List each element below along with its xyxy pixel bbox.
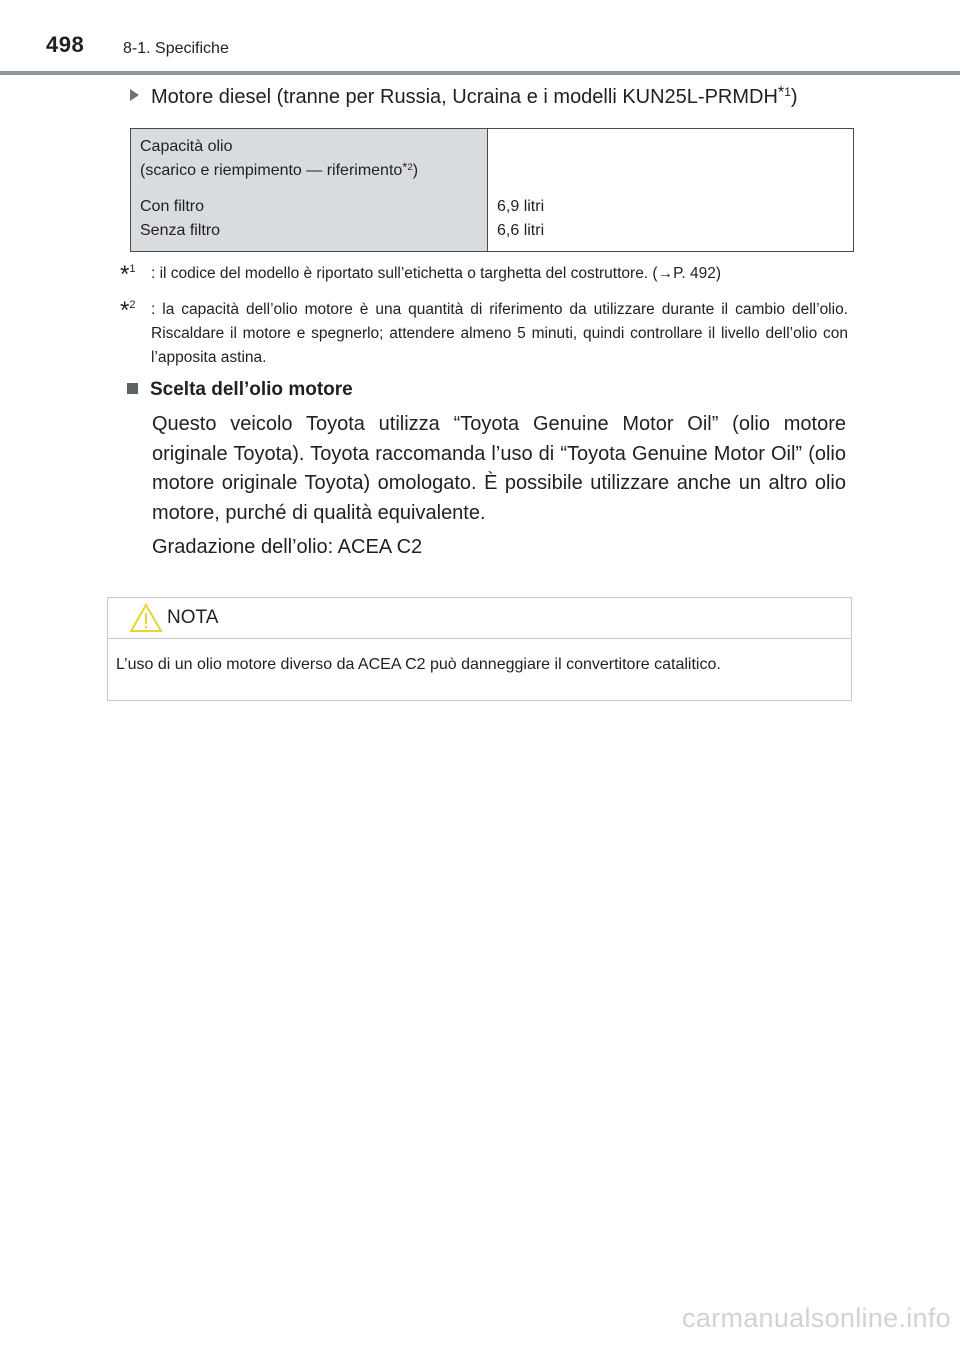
notice-text: L’uso di un olio motore diverso da ACEA C2 può danneggiare il convertitore catalitico. (116, 656, 721, 673)
footnote-ref-number: 1 (784, 85, 791, 100)
footnote-1 (120, 262, 848, 286)
warning-triangle-icon (129, 603, 163, 633)
section-heading-text: Scelta dell’olio motore (150, 379, 353, 400)
footnote-mark (120, 298, 135, 323)
table-title-close: ) (412, 162, 419, 179)
footnote-ref-star: * (777, 84, 785, 103)
notice-box (107, 597, 852, 701)
footnote-number: 2 (129, 299, 136, 311)
footnote-star: * (120, 297, 130, 324)
table-title-cell (131, 129, 488, 252)
table-value-cell (488, 129, 854, 252)
watermark: carmanualsonline.info (682, 1303, 951, 1333)
section-title: 8-1. Specifiche (123, 40, 229, 57)
footnote-star: * (120, 261, 130, 288)
notice-title: NOTA (167, 607, 219, 628)
row-label-with-filter: Con filtro (140, 198, 205, 215)
oil-capacity-table (130, 128, 854, 252)
table-row (131, 129, 854, 252)
row-label-without-filter: Senza filtro (140, 222, 221, 239)
subheading (130, 86, 798, 109)
row-value-with-filter: 6,9 litri (497, 198, 545, 215)
page-number: 498 (46, 32, 85, 57)
notice-header (108, 598, 851, 639)
footnote-2 (120, 298, 848, 370)
footnote-text: : la capacità dell’olio motore è una quantità di riferimento da utilizzare durante il cambio dell’olio. Riscaldare il motore e spegnerlo; attendere almeno 5 minuti, quindi controllare il livello dell’olio con l’apposita astina. (151, 301, 848, 366)
header-rule (0, 71, 960, 75)
square-bullet-icon (127, 383, 138, 394)
triangle-bullet-icon (130, 89, 139, 101)
subheading-text: Motore diesel (tranne per Russia, Ucraina e i modelli KUN25L-PRMDH (151, 86, 778, 108)
footnote-number: 1 (129, 263, 136, 275)
subheading-close: ) (790, 86, 798, 108)
footnote-mark (120, 262, 135, 287)
body-paragraph: Questo veicolo Toyota utilizza “Toyota Genuine Motor Oil” (olio motore originale Toyota). Toyota raccomanda l’uso di “Toyota Genuine Motor Oil” (olio motore originale Toyota) omologato. È possibile utilizzare anche un altro olio motore, purché di qualità equivalente. (152, 413, 846, 524)
table-title-line1: Capacità olio (140, 138, 233, 155)
table-title-line2 (140, 159, 478, 183)
row-value-without-filter: 6,6 litri (497, 222, 545, 239)
spacer (140, 183, 478, 195)
section-heading (127, 379, 353, 401)
footnote-ref-star: * (402, 159, 408, 175)
oil-grade: Gradazione dell’olio: ACEA C2 (152, 536, 423, 558)
table-title-text: (scarico e riempimento — riferimento (140, 162, 403, 179)
footnote-text: : il codice del modello è riportato sull’etichetta o targhetta del costruttore. (→P. 492) (151, 265, 722, 282)
footnote-ref-number: 2 (407, 161, 413, 173)
